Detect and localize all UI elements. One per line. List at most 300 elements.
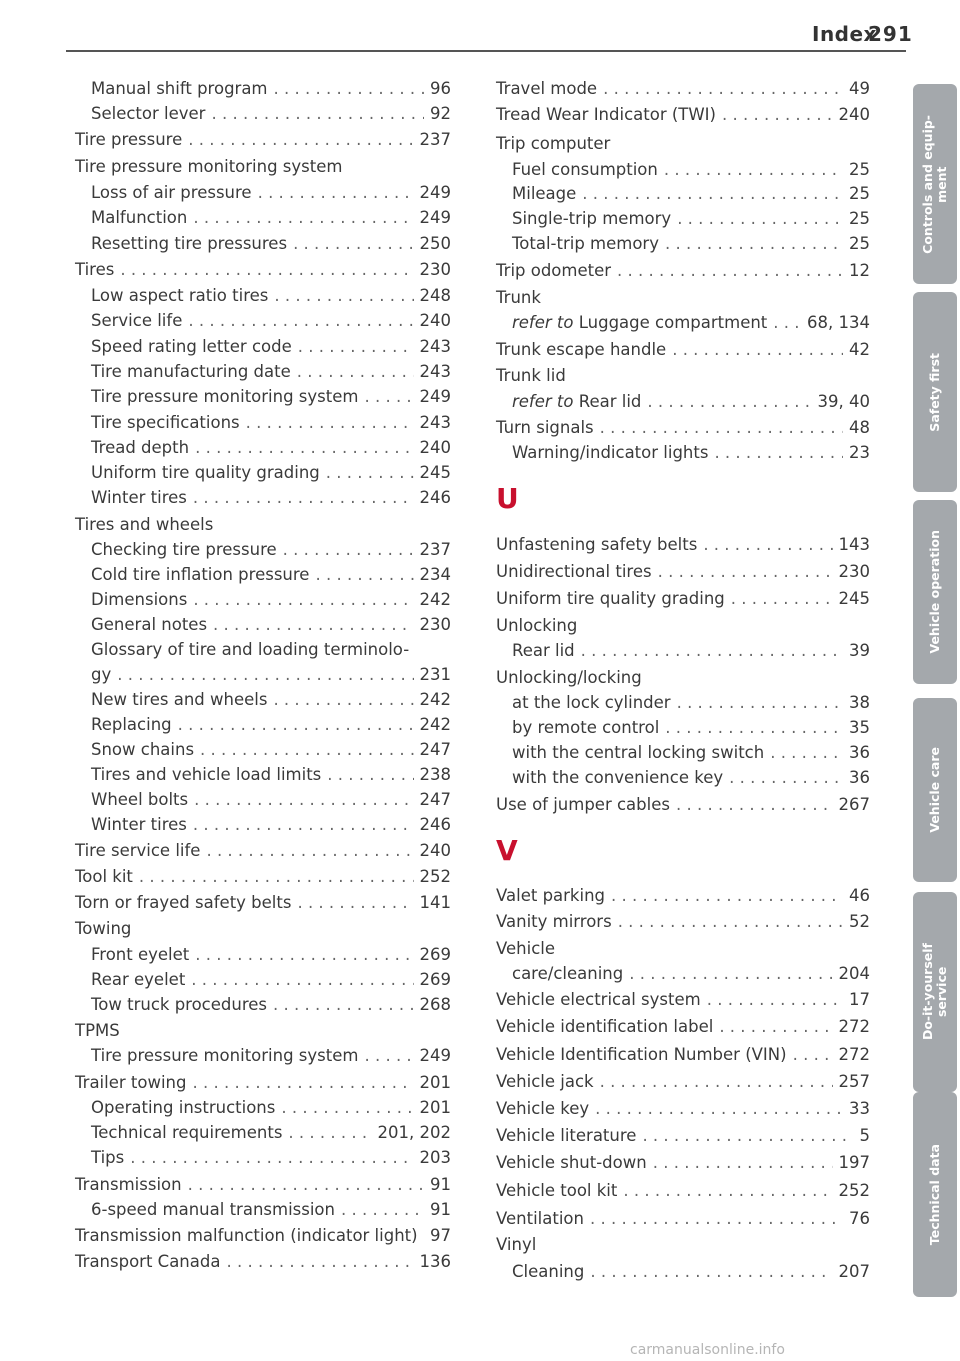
page-reference[interactable]: 136 <box>419 1252 451 1271</box>
dot-leader <box>595 1096 843 1122</box>
index-term <box>496 987 701 1013</box>
index-term-text: Technical requirements <box>91 1123 283 1142</box>
index-term <box>75 612 207 638</box>
index-term <box>496 310 767 336</box>
page-reference[interactable]: 257 <box>838 1072 870 1091</box>
page-reference[interactable]: 230 <box>838 562 870 581</box>
dot-leader <box>298 334 414 360</box>
page-reference[interactable]: 42 <box>849 340 870 359</box>
index-term-text: Tire manufacturing date <box>91 362 291 381</box>
index-term-text: 6-speed manual transmission <box>91 1200 335 1219</box>
index-term-text: at the lock cylinder <box>512 693 671 712</box>
index-entry[interactable] <box>496 1096 870 1122</box>
index-term-text: Vehicle key <box>496 1099 590 1118</box>
page-reference[interactable]: 36 <box>849 743 870 762</box>
index-term <box>75 762 321 788</box>
index-entry[interactable] <box>75 1120 451 1146</box>
index-entry[interactable] <box>496 1042 870 1068</box>
dot-leader <box>327 762 413 788</box>
index-term <box>75 1172 182 1198</box>
dot-leader <box>191 967 413 993</box>
index-entry[interactable] <box>75 154 451 180</box>
index-entry[interactable] <box>75 687 451 713</box>
index-entry[interactable] <box>75 308 451 334</box>
index-term-text: Service life <box>91 311 183 330</box>
index-entry[interactable] <box>75 662 451 688</box>
index-entry[interactable] <box>496 1232 870 1258</box>
refer-to-label: refer to <box>512 313 574 332</box>
index-entry[interactable] <box>496 1150 870 1176</box>
page-reference[interactable]: 240 <box>838 105 870 124</box>
index-entry[interactable] <box>496 740 870 766</box>
index-entry[interactable] <box>75 101 451 127</box>
index-entry[interactable] <box>496 258 870 284</box>
page-reference[interactable]: 96 <box>430 79 451 98</box>
index-term <box>75 1095 275 1121</box>
index-term <box>496 285 541 311</box>
index-entry[interactable] <box>75 838 451 864</box>
dot-leader <box>273 992 413 1018</box>
chapter-tab[interactable] <box>913 84 957 284</box>
page-reference[interactable]: 249 <box>419 1046 451 1065</box>
index-entry[interactable] <box>75 1043 451 1069</box>
index-term <box>75 864 133 890</box>
page-reference[interactable]: 245 <box>419 463 451 482</box>
dot-leader <box>297 890 413 916</box>
page-reference[interactable]: 246 <box>419 488 451 507</box>
index-term-text: Rear eyelet <box>91 970 186 989</box>
index-entry[interactable] <box>496 532 870 558</box>
page-reference[interactable]: 36 <box>849 768 870 787</box>
index-term <box>75 1249 220 1275</box>
index-entry[interactable] <box>496 883 870 909</box>
index-term <box>496 102 716 128</box>
page-reference[interactable]: 248 <box>419 286 451 305</box>
index-entry[interactable] <box>496 765 870 791</box>
page-reference[interactable]: 25 <box>849 209 870 228</box>
index-term-text: New tires and wheels <box>91 690 268 709</box>
index-entry[interactable] <box>496 1069 870 1095</box>
index-entry[interactable] <box>75 1172 451 1198</box>
page-reference[interactable]: 237 <box>419 540 451 559</box>
page-reference[interactable]: 17 <box>849 990 870 1009</box>
dot-leader <box>193 587 413 613</box>
index-entry[interactable] <box>496 285 870 311</box>
index-entry[interactable] <box>75 864 451 890</box>
page-reference[interactable]: 25 <box>849 234 870 253</box>
index-entry[interactable] <box>75 612 451 638</box>
page-reference[interactable]: 25 <box>849 160 870 179</box>
dot-leader <box>364 384 413 410</box>
index-entry[interactable] <box>75 180 451 206</box>
index-entry[interactable] <box>496 1123 870 1149</box>
index-entry[interactable] <box>75 512 451 538</box>
index-entry[interactable] <box>496 559 870 585</box>
index-term-text: Unfastening safety belts <box>496 535 698 554</box>
index-entry[interactable] <box>75 257 451 283</box>
index-term <box>496 1014 713 1040</box>
index-term <box>75 587 187 613</box>
index-term-text: by remote control <box>512 718 660 737</box>
index-entry[interactable] <box>75 587 451 613</box>
index-term <box>75 127 182 153</box>
page-reference[interactable]: 97 <box>430 1226 451 1245</box>
page-reference[interactable]: 23 <box>849 443 870 462</box>
index-entry[interactable] <box>496 181 870 207</box>
page-reference[interactable]: 247 <box>419 740 451 759</box>
page-reference[interactable]: 242 <box>419 715 451 734</box>
dot-leader <box>283 537 414 563</box>
page-reference[interactable]: 249 <box>419 183 451 202</box>
dot-leader <box>664 157 843 183</box>
index-term <box>496 231 659 257</box>
index-term-text: Vehicle shut-down <box>496 1153 647 1172</box>
page-reference[interactable]: 247 <box>419 790 451 809</box>
index-term <box>496 532 697 558</box>
page-reference[interactable]: 39 <box>849 641 870 660</box>
index-term <box>496 1206 584 1232</box>
index-term <box>75 180 252 206</box>
index-term-text: Cold tire inflation pressure <box>91 565 310 584</box>
index-term <box>75 1223 418 1249</box>
dot-leader <box>192 1070 413 1096</box>
index-term-text: Vanity mirrors <box>496 912 612 931</box>
index-entry[interactable] <box>496 1259 870 1285</box>
index-term <box>496 909 612 935</box>
index-term-text: Uniform tire quality grading <box>496 589 725 608</box>
page-number: 291 <box>868 22 913 46</box>
page-reference[interactable]: 268 <box>419 995 451 1014</box>
index-entry[interactable] <box>75 537 451 563</box>
dot-leader <box>665 715 843 741</box>
index-entry[interactable] <box>496 157 870 183</box>
index-term <box>496 792 670 818</box>
index-entry[interactable] <box>75 410 451 436</box>
index-term-text: Tips <box>91 1148 125 1167</box>
page-reference[interactable]: 12 <box>849 261 870 280</box>
dot-leader <box>653 1150 833 1176</box>
index-entry[interactable] <box>496 363 870 389</box>
index-term <box>75 231 287 257</box>
index-term-text: Trailer towing <box>75 1073 187 1092</box>
index-entry[interactable] <box>75 992 451 1018</box>
page-reference[interactable]: 35 <box>849 718 870 737</box>
index-entry[interactable] <box>75 231 451 257</box>
index-term <box>75 1145 124 1171</box>
index-entry[interactable] <box>496 231 870 257</box>
index-term-text: Tires and vehicle load limits <box>91 765 322 784</box>
index-term <box>496 1123 636 1149</box>
index-entry[interactable] <box>75 1018 451 1044</box>
index-term-text: Trip odometer <box>496 261 612 280</box>
index-entry[interactable] <box>75 942 451 968</box>
index-entry[interactable] <box>496 909 870 935</box>
index-entry[interactable] <box>75 205 451 231</box>
index-entry[interactable] <box>496 613 870 639</box>
chapter-tab-label: Vehicle care <box>927 747 942 833</box>
page-reference[interactable]: 91 <box>430 1175 451 1194</box>
index-entry[interactable] <box>496 1014 870 1040</box>
page-reference[interactable]: 267 <box>838 795 870 814</box>
index-entry[interactable] <box>496 389 870 415</box>
page-reference[interactable]: 249 <box>419 387 451 406</box>
index-entry[interactable] <box>496 102 870 128</box>
index-term-text: Turn signals <box>496 418 594 437</box>
index-entry[interactable] <box>496 936 870 962</box>
index-entry[interactable] <box>75 1095 451 1121</box>
page-reference[interactable]: 68, 134 <box>807 313 870 332</box>
page-reference[interactable]: 269 <box>419 945 451 964</box>
index-term-text: with the central locking switch <box>512 743 765 762</box>
chapter-tab[interactable] <box>913 698 957 882</box>
index-entry[interactable] <box>75 485 451 511</box>
page-reference[interactable]: 204 <box>838 964 870 983</box>
page-reference[interactable]: 92 <box>430 104 451 123</box>
index-entry[interactable] <box>75 890 451 916</box>
dot-leader <box>178 712 414 738</box>
page-reference[interactable]: 231 <box>419 665 451 684</box>
index-entry[interactable] <box>75 967 451 993</box>
index-entry[interactable] <box>75 334 451 360</box>
page-reference[interactable]: 91 <box>430 1200 451 1219</box>
index-entry[interactable] <box>496 76 870 102</box>
page-reference[interactable]: 38 <box>849 693 870 712</box>
dot-leader <box>341 1197 424 1223</box>
index-entry[interactable] <box>75 384 451 410</box>
index-term-text: Unlocking <box>496 616 578 635</box>
dot-leader <box>193 485 414 511</box>
index-entry[interactable] <box>75 1197 451 1223</box>
index-term <box>496 740 764 766</box>
page-reference[interactable]: 201 <box>419 1073 451 1092</box>
page-reference[interactable]: 5 <box>859 1126 870 1145</box>
dot-leader <box>623 1178 832 1204</box>
page-reference[interactable]: 197 <box>838 1153 870 1172</box>
dot-leader <box>603 76 843 102</box>
index-letter-heading: V <box>496 834 518 867</box>
index-term-text: Operating instructions <box>91 1098 276 1117</box>
page-reference[interactable]: 143 <box>838 535 870 554</box>
chapter-tab[interactable] <box>913 500 957 684</box>
index-entry[interactable] <box>75 562 451 588</box>
index-entry[interactable] <box>75 76 451 102</box>
index-term-text: Vehicle identification label <box>496 1017 714 1036</box>
page-reference[interactable]: 272 <box>838 1045 870 1064</box>
dot-leader <box>719 1014 832 1040</box>
index-entry[interactable] <box>496 987 870 1013</box>
index-term-text: Unlocking/locking <box>496 668 642 687</box>
index-term-text: Mileage <box>512 184 577 203</box>
page-reference[interactable]: 52 <box>849 912 870 931</box>
index-entry[interactable] <box>75 460 451 486</box>
index-term <box>75 1070 186 1096</box>
index-entry[interactable] <box>75 127 451 153</box>
index-term-text: Total-trip memory <box>512 234 659 253</box>
page-reference[interactable]: 249 <box>419 208 451 227</box>
chapter-tab-label: Do-it-yourself service <box>920 943 949 1041</box>
index-term-text: Manual shift program <box>91 79 268 98</box>
page-reference[interactable]: 33 <box>849 1099 870 1118</box>
chapter-tab[interactable] <box>913 892 957 1092</box>
page-reference[interactable]: 240 <box>419 438 451 457</box>
index-entry[interactable] <box>496 310 870 336</box>
index-entry[interactable] <box>496 961 870 987</box>
dot-leader <box>273 687 413 713</box>
page-reference[interactable]: 252 <box>838 1181 870 1200</box>
page-reference[interactable]: 242 <box>419 590 451 609</box>
page-reference[interactable]: 252 <box>419 867 451 886</box>
index-entry[interactable] <box>496 206 870 232</box>
index-entry[interactable] <box>75 737 451 763</box>
page-reference[interactable]: 203 <box>419 1148 451 1167</box>
page-reference[interactable]: 245 <box>838 589 870 608</box>
page-reference[interactable]: 243 <box>419 337 451 356</box>
index-term <box>496 363 566 389</box>
dot-leader <box>773 310 801 336</box>
index-term-text: Malfunction <box>91 208 188 227</box>
dot-leader <box>714 440 843 466</box>
dot-leader <box>611 883 843 909</box>
index-term-text: Vehicle literature <box>496 1126 637 1145</box>
index-term <box>75 359 291 385</box>
page-reference[interactable]: 242 <box>419 690 451 709</box>
index-term-text: Vehicle Identification Number (VIN) <box>496 1045 787 1064</box>
index-entry[interactable] <box>496 665 870 691</box>
index-entry[interactable] <box>496 715 870 741</box>
page-reference[interactable]: 246 <box>419 815 451 834</box>
page-reference[interactable]: 234 <box>419 565 451 584</box>
page-reference[interactable]: 46 <box>849 886 870 905</box>
index-entry[interactable] <box>75 812 451 838</box>
index-term <box>75 737 194 763</box>
dot-leader <box>274 283 413 309</box>
index-term <box>496 765 723 791</box>
page-reference[interactable]: 243 <box>419 413 451 432</box>
index-term <box>496 1178 617 1204</box>
index-term-text: Valet parking <box>496 886 606 905</box>
page-reference[interactable]: 243 <box>419 362 451 381</box>
index-entry[interactable] <box>75 1249 451 1275</box>
page-reference[interactable]: 240 <box>419 841 451 860</box>
index-term <box>496 1259 584 1285</box>
dot-leader <box>193 812 414 838</box>
index-term-text: Transport Canada <box>75 1252 221 1271</box>
chapter-tab[interactable] <box>913 292 957 492</box>
index-entry[interactable] <box>496 792 870 818</box>
index-term <box>75 637 409 663</box>
index-entry[interactable] <box>75 916 451 942</box>
index-term <box>75 787 188 813</box>
index-term <box>75 435 189 461</box>
page-reference[interactable]: 39, 40 <box>817 392 870 411</box>
index-entry[interactable] <box>75 637 451 663</box>
index-term-text: Resetting tire pressures <box>91 234 288 253</box>
page-reference[interactable]: 230 <box>419 260 451 279</box>
index-entry[interactable] <box>496 131 870 157</box>
index-entry[interactable] <box>75 712 451 738</box>
index-entry[interactable] <box>75 435 451 461</box>
index-term-text: Tire pressure <box>75 130 183 149</box>
page-reference[interactable]: 49 <box>849 79 870 98</box>
index-term <box>496 76 597 102</box>
dot-leader <box>193 205 413 231</box>
index-entry[interactable] <box>496 415 870 441</box>
chapter-tab[interactable] <box>913 1092 957 1297</box>
index-term-text: Tires <box>75 260 115 279</box>
index-entry[interactable] <box>496 1206 870 1232</box>
page-reference[interactable]: 230 <box>419 615 451 634</box>
index-entry[interactable] <box>496 690 870 716</box>
index-term <box>75 712 172 738</box>
chapter-tab-label: Vehicle operation <box>927 530 942 654</box>
index-entry[interactable] <box>496 638 870 664</box>
page-reference[interactable]: 25 <box>849 184 870 203</box>
index-entry[interactable] <box>75 787 451 813</box>
dot-leader <box>246 410 414 436</box>
index-entry[interactable] <box>75 762 451 788</box>
index-term-text: care/cleaning <box>512 964 624 983</box>
page-reference[interactable]: 76 <box>849 1209 870 1228</box>
index-entry[interactable] <box>496 1178 870 1204</box>
index-entry[interactable] <box>75 1070 451 1096</box>
dot-leader <box>188 308 413 334</box>
dot-leader <box>647 389 811 415</box>
index-entry[interactable] <box>75 1145 451 1171</box>
dot-leader <box>731 586 833 612</box>
index-entry[interactable] <box>75 283 451 309</box>
index-term-text: Winter tires <box>91 815 187 834</box>
index-term <box>496 715 659 741</box>
index-term-text: Snow chains <box>91 740 195 759</box>
page-reference[interactable]: 269 <box>419 970 451 989</box>
page-reference[interactable]: 240 <box>419 311 451 330</box>
index-entry[interactable] <box>496 337 870 363</box>
dot-leader <box>274 76 424 102</box>
dot-leader <box>677 690 843 716</box>
page-reference[interactable]: 207 <box>838 1262 870 1281</box>
index-term <box>75 687 267 713</box>
page-reference[interactable]: 48 <box>849 418 870 437</box>
index-entry[interactable] <box>75 359 451 385</box>
dot-leader <box>676 792 833 818</box>
index-term-text: Use of jumper cables <box>496 795 670 814</box>
page-reference[interactable]: 141 <box>419 893 451 912</box>
index-term <box>496 613 577 639</box>
index-term <box>75 537 277 563</box>
dot-leader <box>617 258 843 284</box>
index-term <box>75 1120 282 1146</box>
index-term-text: Vehicle electrical system <box>496 990 701 1009</box>
index-entry[interactable] <box>496 440 870 466</box>
index-term-text: Tire specifications <box>91 413 240 432</box>
index-term <box>75 485 187 511</box>
dot-leader <box>188 127 413 153</box>
index-term <box>496 415 594 441</box>
dot-leader <box>642 1123 853 1149</box>
page-reference[interactable]: 201, 202 <box>377 1123 451 1142</box>
page-title: Index <box>812 22 877 46</box>
page-reference[interactable]: 238 <box>419 765 451 784</box>
page-reference[interactable]: 272 <box>838 1017 870 1036</box>
page-reference[interactable]: 237 <box>419 130 451 149</box>
index-term <box>496 638 575 664</box>
page-reference[interactable]: 250 <box>419 234 451 253</box>
index-entry[interactable] <box>496 586 870 612</box>
page-reference[interactable]: 201 <box>419 1098 451 1117</box>
dot-leader <box>211 101 424 127</box>
index-term-text: Single-trip memory <box>512 209 672 228</box>
index-entry[interactable] <box>75 1223 451 1249</box>
